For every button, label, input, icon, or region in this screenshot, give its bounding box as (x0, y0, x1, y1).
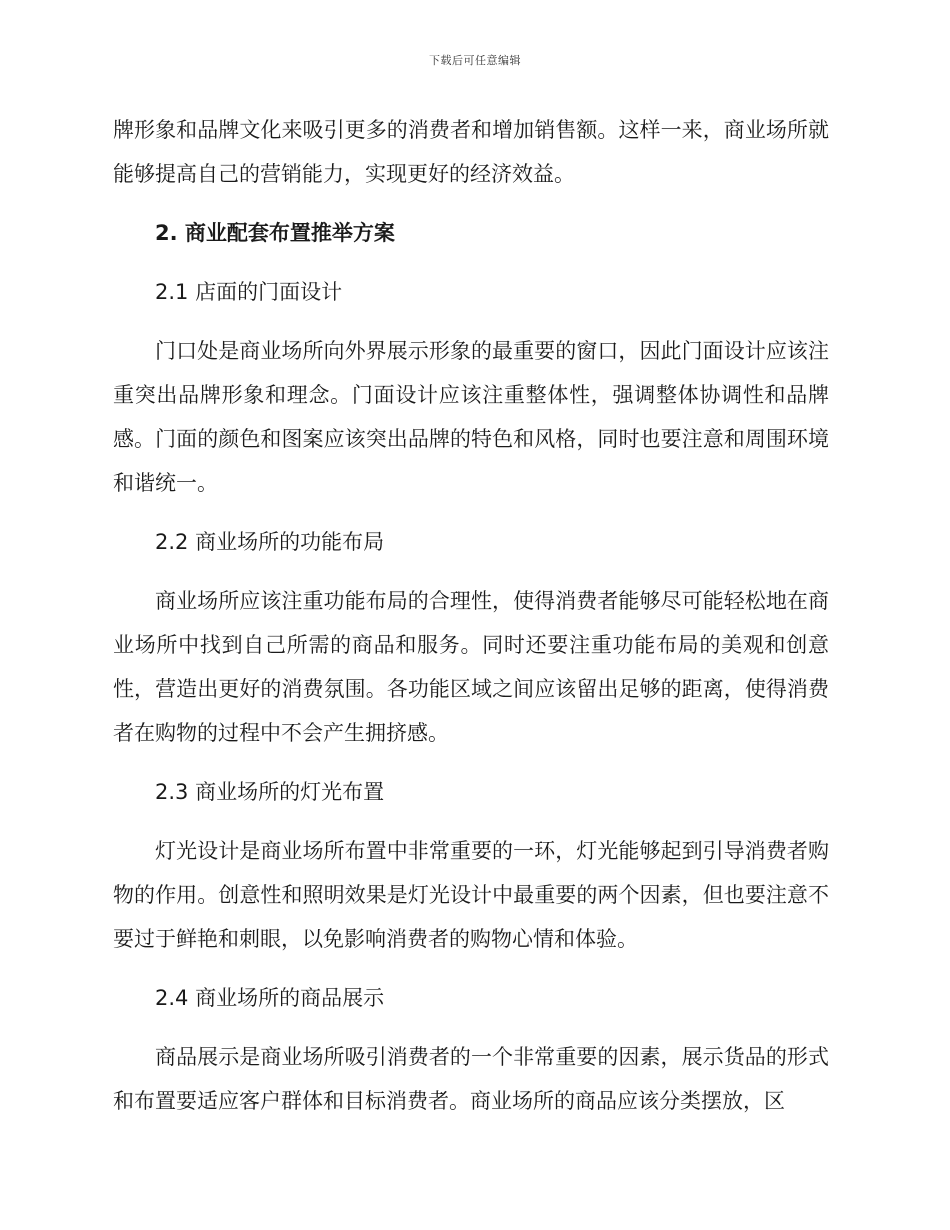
section-2-1-heading: 2.1 店面的门面设计 (155, 280, 343, 304)
section-2-2-heading: 2.2 商业场所的功能布局 (155, 530, 385, 554)
document-body (113, 108, 829, 1138)
section-2-4-heading: 2.4 商业场所的商品展示 (155, 986, 385, 1010)
intro-continuation-paragraph: 牌形象和品牌文化来吸引更多的消费者和增加销售额。这样一来，商业场所就能够提高自己的营销能力，实现更好的经济效益。 (113, 118, 829, 186)
section-2-heading: 2. 商业配套布置推举方案 (155, 221, 395, 245)
section-2-1-paragraph: 门口处是商业场所向外界展示形象的最重要的窗口，因此门面设计应该注重突出品牌形象和理念。门面设计应该注重整体性，强调整体协调性和品牌感。门面的颜色和图案应该突出品牌的特色和风格，同时也要注意和周围环境和谐统一。 (113, 339, 829, 495)
section-2-3-paragraph: 灯光设计是商业场所布置中非常重要的一环，灯光能够起到引导消费者购物的作用。创意性和照明效果是灯光设计中最重要的两个因素，但也要注意不要过于鲜艳和刺眼，以免影响消费者的购物心情和体验。 (113, 839, 829, 951)
section-2-4-paragraph: 商品展示是商业场所吸引消费者的一个非常重要的因素，展示货品的形式和布置要适应客户群体和目标消费者。商业场所的商品应该分类摆放，区 (113, 1045, 829, 1113)
page-header: 下载后可任意编辑 (429, 54, 521, 67)
section-2-3-heading: 2.3 商业场所的灯光布置 (155, 780, 385, 804)
section-2-2-paragraph: 商业场所应该注重功能布局的合理性，使得消费者能够尽可能轻松地在商业场所中找到自己所需的商品和服务。同时还要注重功能布局的美观和创意性，营造出更好的消费氛围。各功能区域之间应该留出足够的距离，使得消费者在购物的过程中不会产生拥挤感。 (113, 589, 829, 745)
